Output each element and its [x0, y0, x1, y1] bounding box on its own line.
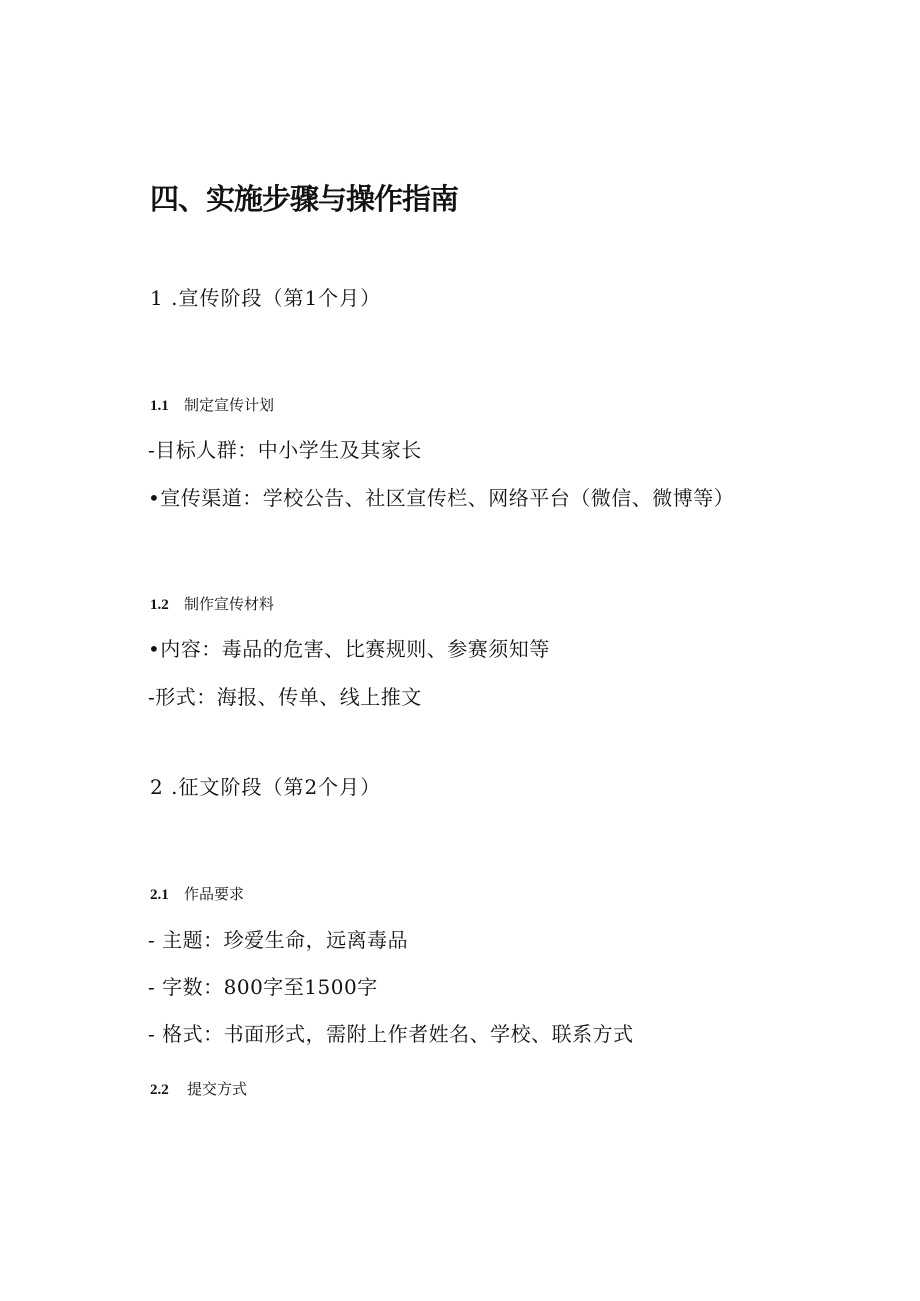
phase1-sub1-label: 制定宣传计划 [184, 396, 275, 414]
list-item-text: 内容：毒品的危害、比赛规则、参赛须知等 [160, 637, 550, 661]
phase2-sub1-label: 作品要求 [184, 885, 245, 903]
list-marker: • [148, 486, 161, 510]
list-marker: - [148, 438, 156, 462]
phase2-sub2-label: 提交方式 [187, 1080, 248, 1098]
phase2-heading: 2 .征文阶段（第2个月） [150, 775, 382, 799]
list-item [148, 977, 378, 997]
list-item [148, 440, 422, 460]
list-item [148, 930, 408, 950]
phase1-sub2-label: 制作宣传材料 [184, 595, 275, 613]
phase1-sub2-heading [150, 597, 274, 613]
list-item [148, 687, 422, 707]
list-item-text: 主题：珍爱生命，远离毒品 [162, 928, 409, 952]
list-item-text: 格式：书面形式，需附上作者姓名、学校、联系方式 [162, 1022, 634, 1046]
phase2-sub1-number: 2.1 [150, 887, 169, 903]
section-title: 四、实施步骤与操作指南 [150, 182, 459, 216]
phase2-sub2-heading [150, 1082, 247, 1098]
list-marker: - [148, 685, 156, 709]
list-item [148, 488, 734, 508]
list-marker: - [148, 975, 163, 999]
phase2-sub2-number: 2.2 [150, 1082, 169, 1098]
phase1-sub1-heading [150, 398, 274, 414]
phase2-sub1-heading [150, 887, 244, 903]
phase1-sub1-number: 1.1 [150, 398, 169, 414]
list-item [148, 1024, 634, 1044]
list-item-text: 宣传渠道：学校公告、社区宣传栏、网络平台（微信、微博等） [160, 486, 735, 510]
phase1-sub2-number: 1.2 [150, 597, 169, 613]
list-item [148, 639, 550, 659]
phase1-heading: 1 .宣传阶段（第1个月） [150, 286, 382, 310]
list-marker: - [148, 928, 163, 952]
list-marker: - [148, 1022, 163, 1046]
list-marker: • [148, 637, 161, 661]
list-item-text: 目标人群：中小学生及其家长 [155, 438, 422, 462]
list-item-text: 形式：海报、传单、线上推文 [155, 685, 422, 709]
list-item-text: 字数：800字至1500字 [162, 975, 378, 999]
